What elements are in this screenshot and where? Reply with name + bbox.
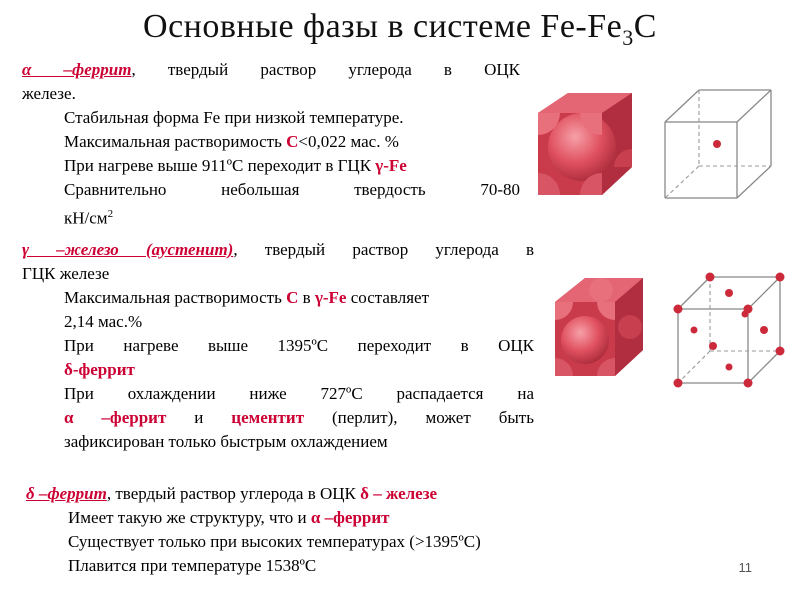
page-number: 11 — [738, 560, 752, 575]
alpha-solubility: Максимальная растворимость C<0,022 мас. % — [64, 132, 399, 151]
delta-structure: Имеет такую же структуру, что и α –феррит — [68, 508, 390, 527]
gamma-solubility-value: 2,14 мас.% — [64, 312, 143, 331]
delta-melting: Плавится при температуре 1538ºC — [68, 556, 317, 575]
fcc-lattice-diagram — [668, 265, 788, 395]
alpha-stability: Стабильная форма Fe при низкой температуре. — [64, 108, 404, 127]
alpha-definition-line2: железе. — [22, 84, 76, 103]
gamma-austenite-section — [22, 238, 534, 454]
delta-ferrite-section — [26, 482, 666, 578]
gamma-definition-line1: γ –железо (аустенит), твердый раствор углерода в — [22, 240, 534, 259]
gamma-definition-line2: ГЦК железе — [22, 264, 110, 283]
slide-title: Основные фазы в системе $Fe-Fe_3C$ — [143, 8, 657, 50]
gamma-delta-ferrite: δ-феррит — [64, 360, 135, 379]
gamma-heating: При нагреве выше 1395ºC переходит в ОЦК — [64, 336, 534, 355]
gamma-cooling: При охлаждении ниже 727ºC распадается на — [64, 384, 534, 403]
alpha-hardness-unit: $кН/см^2$ — [64, 208, 114, 228]
gamma-quench: зафиксирован только быстрым охлаждением — [64, 432, 388, 451]
bcc-cell-model — [520, 85, 645, 210]
gamma-decomposition: α –феррит и цементит (перлит), может быть — [64, 408, 534, 427]
alpha-transition: При нагреве выше 911ºC переходит в ГЦК γ-Fe — [64, 156, 407, 175]
delta-existence: Существует только при высоких температурах (>1395ºC) — [68, 532, 481, 551]
fcc-cell-model — [545, 272, 650, 387]
alpha-definition-line1: α –феррит, твердый раствор углерода в ОЦК — [22, 60, 520, 79]
alpha-ferrite-section — [22, 58, 520, 231]
gamma-solubility: Максимальная растворимость C в γ-Fe составляет — [64, 288, 430, 307]
delta-definition: δ –феррит, твердый раствор углерода в ОЦК δ – железе — [26, 484, 438, 503]
bcc-lattice-diagram — [655, 80, 780, 210]
alpha-hardness: Сравнительно небольшая твердость 70-80 — [64, 180, 520, 199]
